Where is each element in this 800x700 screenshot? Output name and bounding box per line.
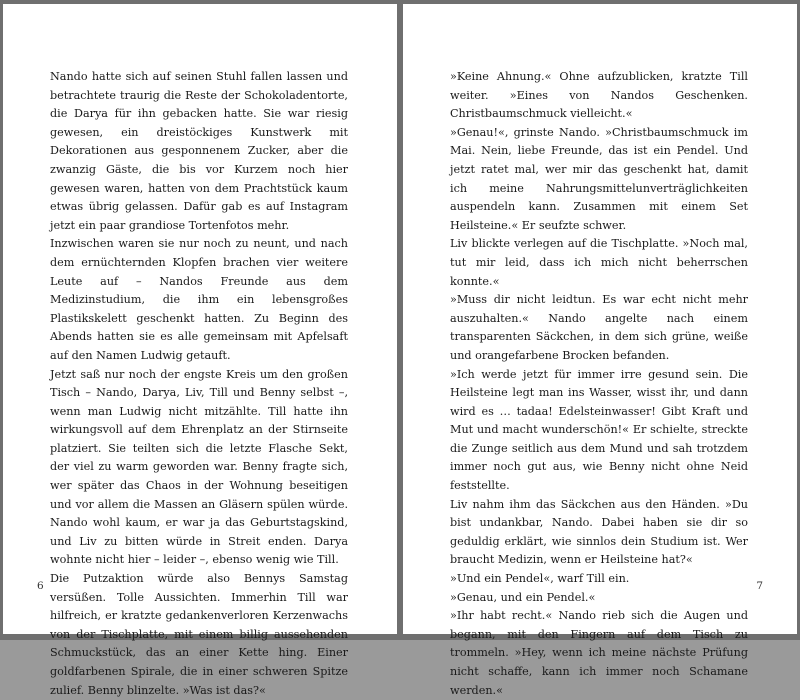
paragraph: Die Putzaktion würde also Bennys Samstag versüßen. Tolle Aussichten. Immerhin Till war hilfreich, er kratzte gedankenverloren Kerzenwachs von der Tischplatte, mit einem billig aussehenden Schmuckstück, das an einer Kette hing. Einer goldfarbenen Spirale, die in einer schweren Spitze zulief. Benny blinzelte. »Was ist das?« <box>50 572 348 697</box>
paragraph: »Ihr habt recht.« Nando rieb sich die Augen und begann, mit den Fingern auf dem Tisch zu trommeln. »Hey, wenn ich meine nächste Prüfung nicht schaffe, kann ich immer noch Schamane werden.« <box>450 609 748 697</box>
paragraph: Liv blickte verlegen auf die Tischplatte. »Noch mal, tut mir leid, dass ich mich nicht beherrschen konnte.« <box>450 237 748 288</box>
paragraph: Jetzt saß nur noch der engste Kreis um den großen Tisch – Nando, Darya, Liv, Till und Benny selbst –, wenn man Ludwig nicht mitzählte. Till hatte ihn wirkungsvoll auf dem Ehrenplatz an der Stirnseite platziert. Sie teilten sich die letzte Flasche Sekt, der viel zu warm geworden war. Benny fragte sich, wer später das Chaos in der Wohnung beseitigen und vor allem die Massen an Gläsern spülen würde. Nando wohl kaum, er war ja das Geburtstagskind, und Liv zu bitten würde in Streit enden. Darya wohnte nicht hier – leider –, ebenso wenig wie Till. <box>50 367 348 567</box>
page-number: 7 <box>756 580 763 592</box>
paragraph: »Genau, und ein Pendel.« <box>450 590 596 604</box>
page-number: 6 <box>37 580 44 592</box>
paragraph: »Keine Ahnung.« Ohne aufzublicken, kratzte Till weiter. »Eines von Nandos Geschenken. Christbaumschmuck vielleicht.« <box>450 70 748 121</box>
paragraph: »Genau!«, grinste Nando. »Christbaumschmuck im Mai. Nein, liebe Freunde, das ist ein Pendel. Und jetzt ratet mal, wer mir das geschenkt hat, damit ich meine Nahrungsmittelunverträglichkeiten auspendeln kann. Zusammen mit einem Set Heilsteine.« Er seufzte schwer. <box>450 125 748 232</box>
paragraph: »Muss dir nicht leidtun. Es war echt nicht mehr auszuhalten.« Nando angelte nach einem transparenten Säckchen, in dem sich grüne, weiße und orangefarbene Brocken befanden. <box>450 293 748 362</box>
paragraph: Inzwischen waren sie nur noch zu neunt, und nach dem ernüchternden Klopfen brachen vier weitere Leute auf – Nandos Freunde aus dem Medizinstudium, die ihm ein lebensgroßes Plastikskelett geschenkt hatten. Zu Beginn des Abends hatten sie es alle gemeinsam mit Apfelsaft auf den Namen Ludwig getauft. <box>50 237 348 362</box>
right-page <box>403 4 797 697</box>
paragraph: Nando hatte sich auf seinen Stuhl fallen lassen und betrachtete traurig die Reste der Schokoladentorte, die Darya für ihn gebacken hatte. Sie war riesig gewesen, ein dreistöckiges Kunstwerk mit Dekorationen aus gesponnenem Zucker, aber die zwanzig Gäste, die bis vor Kurzem noch hier gewesen waren, hatten von dem Prachtstück kaum etwas übrig gelassen. Dafür gab es auf Instagram jetzt ein paar grandiose Tortenfotos mehr. <box>50 70 348 232</box>
paragraph: Liv nahm ihm das Säckchen aus den Händen. »Du bist undankbar, Nando. Dabei haben sie dir so geduldig erklärt, wie sinnlos dein Studium ist. Wer braucht Medizin, wenn er Heilsteine hat?« <box>450 497 748 567</box>
paragraph: »Ich werde jetzt für immer irre gesund sein. Die Heilsteine legt man ins Wasser, wisst ihr, und dann wird es … tadaa! Edelsteinwasser! Gibt Kraft und Mut und macht wunderschön!« Er schielte, streckte die Zunge seitlich aus dem Mund und sah trotzdem immer noch gut aus, wie Benny nicht ohne Neid feststellte. <box>450 367 748 493</box>
left-page-text <box>50 68 348 700</box>
right-page-text <box>450 68 748 700</box>
left-page <box>3 4 397 697</box>
paragraph: »Und ein Pendel«, warf Till ein. <box>450 572 630 586</box>
